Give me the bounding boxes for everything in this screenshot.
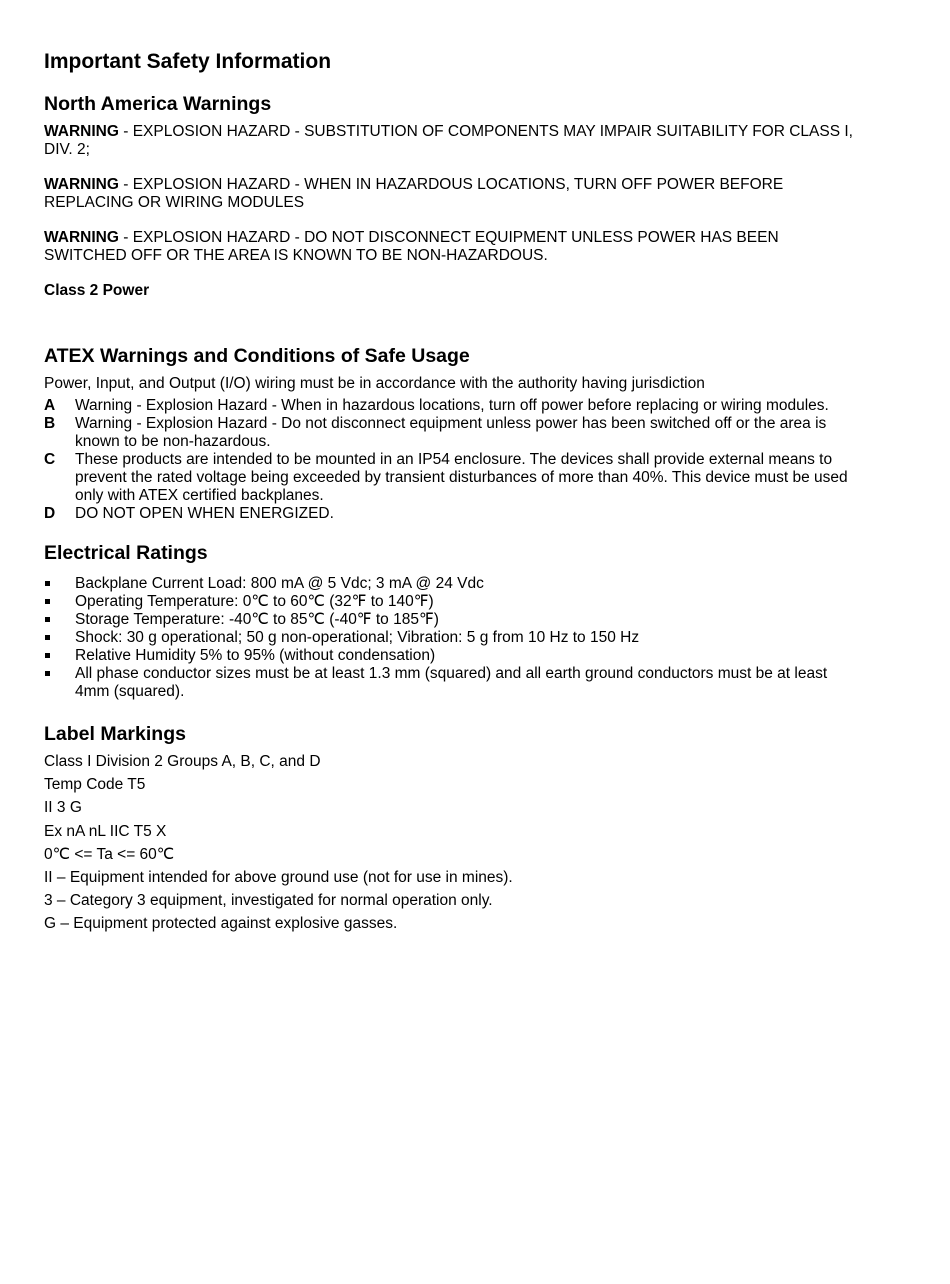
electrical-ratings-heading: Electrical Ratings bbox=[44, 542, 208, 564]
electrical-ratings-list bbox=[44, 575, 854, 701]
warning-paragraph bbox=[44, 176, 854, 212]
square-bullet-icon bbox=[44, 629, 75, 647]
square-bullet-icon bbox=[44, 611, 75, 629]
label-line: Temp Code T5 bbox=[44, 776, 146, 794]
north-america-heading: North America Warnings bbox=[44, 93, 272, 115]
label-line: 3 – Category 3 equipment, investigated for normal operation only. bbox=[44, 892, 493, 910]
item-text: Storage Temperature: -40℃ to 85℃ (-40℉ to 185℉) bbox=[75, 611, 439, 628]
atex-heading: ATEX Warnings and Conditions of Safe Usage bbox=[44, 345, 470, 367]
list-item bbox=[44, 665, 854, 701]
warning-keyword: WARNING bbox=[44, 229, 119, 246]
document-content bbox=[44, 48, 854, 933]
class2-power-label: Class 2 Power bbox=[44, 282, 150, 299]
item-text: DO NOT OPEN WHEN ENERGIZED. bbox=[75, 505, 334, 522]
item-text: Shock: 30 g operational; 50 g non-operational; Vibration: 5 g from 10 Hz to 150 Hz bbox=[75, 629, 640, 646]
item-letter: B bbox=[44, 415, 56, 432]
square-bullet-icon bbox=[44, 593, 75, 611]
atex-conditions-list bbox=[44, 397, 854, 523]
list-item bbox=[44, 397, 854, 415]
electrical-ratings-section bbox=[44, 540, 854, 701]
label-markings-lines bbox=[44, 753, 854, 933]
label-line: Class I Division 2 Groups A, B, C, and D bbox=[44, 753, 321, 770]
label-line: G – Equipment protected against explosive gasses. bbox=[44, 915, 398, 933]
warning-text: - EXPLOSION HAZARD - DO NOT DISCONNECT EQUIPMENT UNLESS POWER HAS BEEN SWITCHED OFF OR THE AREA IS KNOWN TO BE NON-HAZARDOUS. bbox=[44, 229, 779, 264]
item-text: Backplane Current Load: 800 mA @ 5 Vdc; 3 mA @ 24 Vdc bbox=[75, 575, 484, 592]
item-letter: C bbox=[44, 451, 56, 468]
item-text: All phase conductor sizes must be at least 1.3 mm (squared) and all earth ground conductors must be at least 4mm (squared). bbox=[75, 665, 828, 700]
square-bullet-icon bbox=[44, 665, 75, 701]
warning-paragraph bbox=[44, 229, 854, 265]
item-text: Warning - Explosion Hazard - When in hazardous locations, turn off power before replacing or wiring modules. bbox=[75, 397, 829, 414]
warning-text: - EXPLOSION HAZARD - SUBSTITUTION OF COMPONENTS MAY IMPAIR SUITABILITY FOR CLASS I, DIV. 2; bbox=[44, 123, 853, 158]
label-line: Ex nA nL IIC T5 X bbox=[44, 822, 167, 840]
warning-keyword: WARNING bbox=[44, 123, 119, 140]
item-text: Relative Humidity 5% to 95% (without condensation) bbox=[75, 647, 436, 664]
label-line: II – Equipment intended for above ground use (not for use in mines). bbox=[44, 868, 513, 886]
square-bullet-icon bbox=[44, 647, 75, 665]
warning-keyword: WARNING bbox=[44, 176, 119, 193]
list-item bbox=[44, 415, 854, 451]
square-bullet-icon bbox=[44, 575, 75, 593]
atex-intro: Power, Input, and Output (I/O) wiring must be in accordance with the authority having jurisdiction bbox=[44, 375, 705, 392]
atex-section bbox=[44, 343, 854, 523]
list-item bbox=[44, 451, 854, 505]
item-text: Warning - Explosion Hazard - Do not disconnect equipment unless power has been switched off or the area is known to be non-hazardous. bbox=[75, 415, 827, 450]
list-item bbox=[44, 505, 854, 523]
item-letter: D bbox=[44, 505, 56, 522]
item-letter: A bbox=[44, 397, 56, 414]
label-markings-section bbox=[44, 721, 854, 933]
warning-text: - EXPLOSION HAZARD - WHEN IN HAZARDOUS LOCATIONS, TURN OFF POWER BEFORE REPLACING OR WIRING MODULES bbox=[44, 176, 784, 211]
label-line: 0℃ <= Ta <= 60℃ bbox=[44, 845, 175, 863]
north-america-section bbox=[44, 91, 854, 300]
warning-paragraph bbox=[44, 123, 854, 159]
page-title: Important Safety Information bbox=[44, 50, 332, 73]
list-item bbox=[44, 629, 854, 647]
list-item bbox=[44, 593, 854, 611]
list-item bbox=[44, 647, 854, 665]
item-text: Operating Temperature: 0℃ to 60℃ (32℉ to 140℉) bbox=[75, 593, 434, 610]
label-line: II 3 G bbox=[44, 799, 82, 817]
list-item bbox=[44, 575, 854, 593]
list-item bbox=[44, 611, 854, 629]
label-markings-heading: Label Markings bbox=[44, 723, 186, 745]
item-text: These products are intended to be mounted in an IP54 enclosure. The devices shall provide external means to prevent the rated voltage being exceeded by transient disturbances of more than 40%. This device must be used only with ATEX certified backplanes. bbox=[75, 451, 848, 504]
